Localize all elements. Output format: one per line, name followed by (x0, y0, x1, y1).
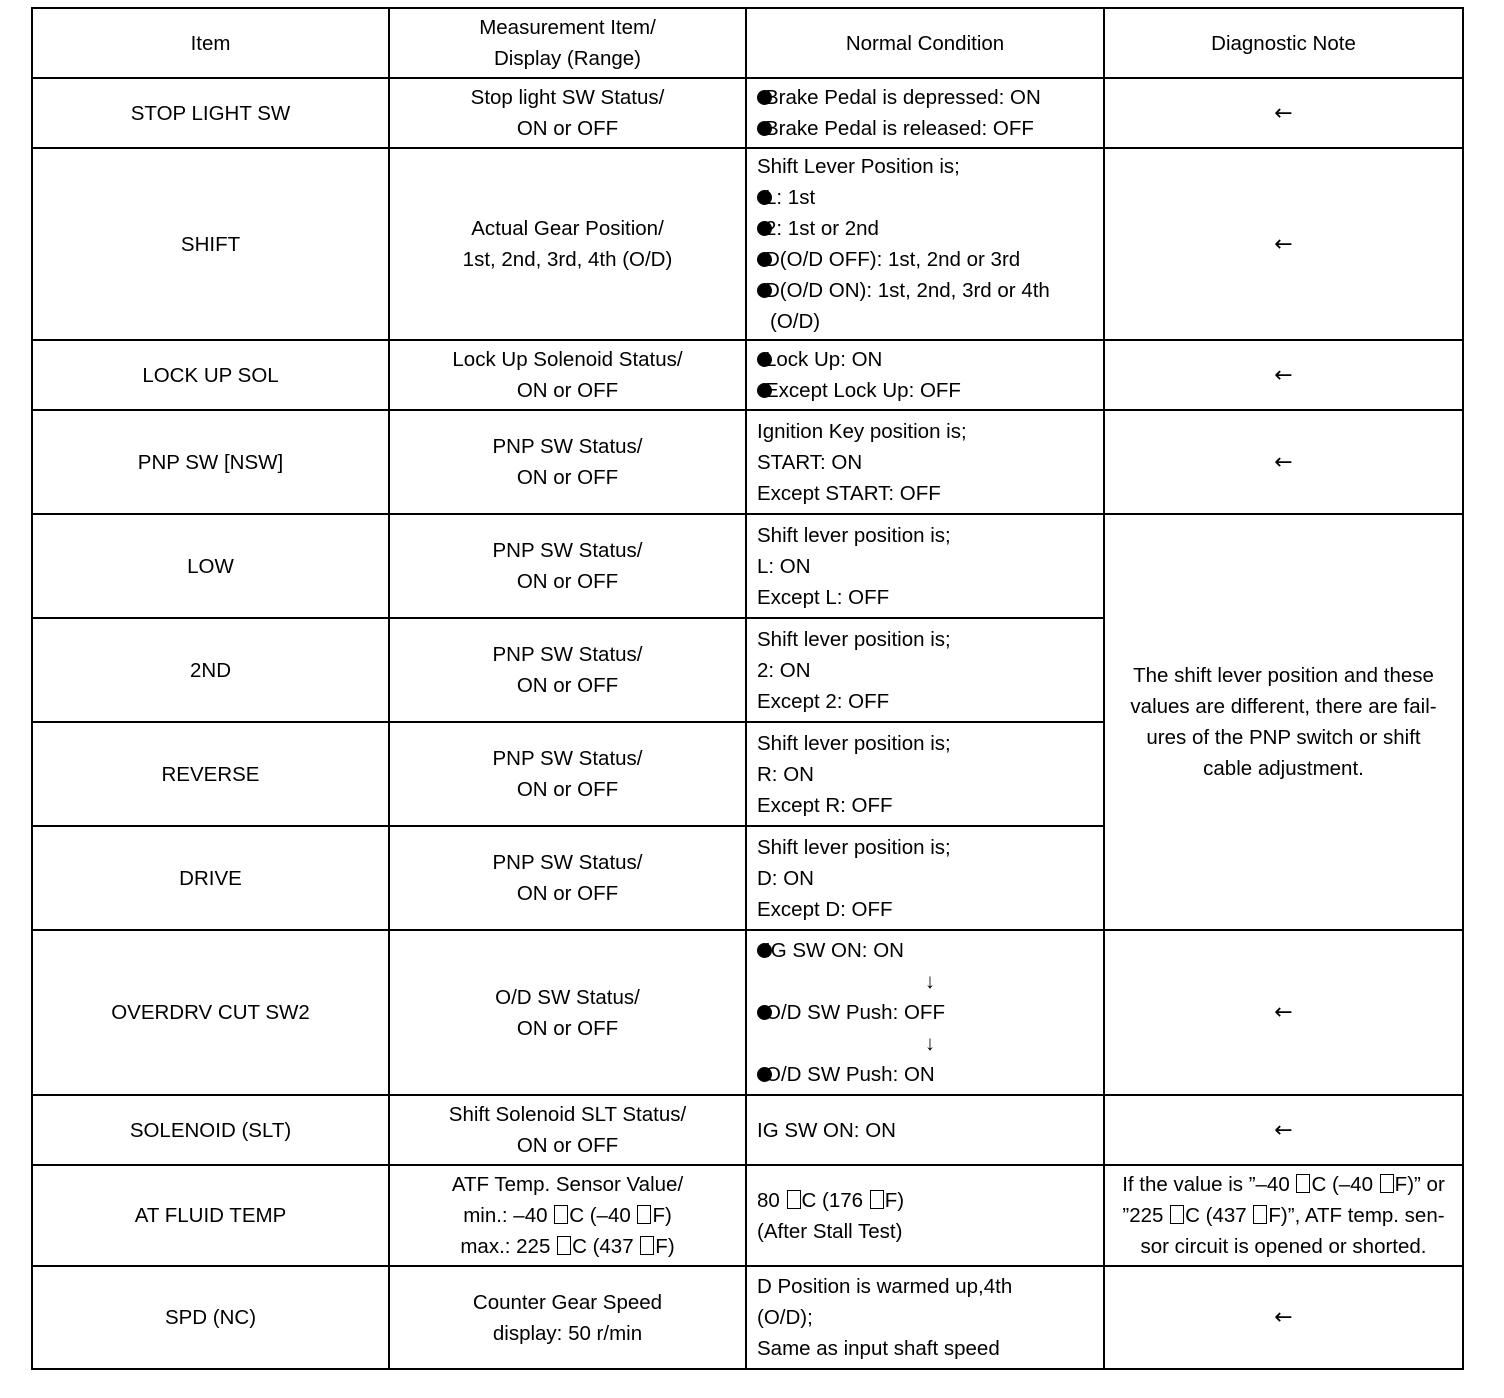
header-normal-condition: Normal Condition (746, 8, 1104, 78)
measurement-cell: Stop light SW Status/ ON or OFF (389, 78, 746, 148)
left-arrow-icon: ← (1104, 1095, 1463, 1165)
measurement-cell: Actual Gear Position/ 1st, 2nd, 3rd, 4th (O/D) (389, 148, 746, 340)
down-arrow-icon: ↓ (924, 970, 936, 993)
table-row (32, 340, 1463, 410)
table-row (32, 1165, 1463, 1266)
table-row (32, 1266, 1463, 1369)
normal-condition-cell: 80 C (176 F) (After Stall Test) (746, 1165, 1104, 1266)
item-cell: SOLENOID (SLT) (32, 1095, 389, 1165)
degree-symbol-icon (1296, 1174, 1310, 1193)
normal-condition-cell: IG SW ON: ON (746, 1095, 1104, 1165)
normal-condition-cell: Shift Lever Position is; L: 1st 2: 1st or 2nd D(O/D OFF): 1st, 2nd or 3rd D(O/D ON): 1st, 2nd, 3rd or 4th (O/D) (746, 148, 1104, 340)
normal-condition-cell: Shift lever position is; D: ON Except D: OFF (746, 826, 1104, 930)
table-row (32, 1095, 1463, 1165)
measurement-cell: PNP SW Status/ ON or OFF (389, 722, 746, 826)
header-diagnostic-note: Diagnostic Note (1104, 8, 1463, 78)
normal-condition-cell: Ignition Key position is; START: ON Except START: OFF (746, 410, 1104, 514)
degree-symbol-icon (1253, 1205, 1267, 1224)
degree-symbol-icon (870, 1190, 884, 1209)
item-cell: LOW (32, 514, 389, 618)
down-arrow-icon: ↓ (924, 1032, 936, 1055)
table-row (32, 148, 1463, 340)
degree-symbol-icon (554, 1205, 568, 1224)
diagnostic-note-cell: If the value is ”–40 C (–40 F)” or ”225 C (437 F)”, ATF temp. sen- sor circuit is opened or shorted. (1104, 1165, 1463, 1266)
measurement-cell: PNP SW Status/ ON or OFF (389, 514, 746, 618)
degree-symbol-icon (1380, 1174, 1394, 1193)
item-cell: AT FLUID TEMP (32, 1165, 389, 1266)
item-cell: SPD (NC) (32, 1266, 389, 1369)
item-cell: 2ND (32, 618, 389, 722)
measurement-cell: Lock Up Solenoid Status/ ON or OFF (389, 340, 746, 410)
degree-symbol-icon (640, 1236, 654, 1255)
measurement-cell: PNP SW Status/ ON or OFF (389, 618, 746, 722)
left-arrow-icon: ← (1104, 930, 1463, 1095)
header-row (32, 8, 1463, 78)
header-item: Item (32, 8, 389, 78)
shared-diagnostic-note: The shift lever position and these values are different, there are fail- ures of the PNP switch or shift cable adjustment. (1104, 514, 1463, 930)
normal-condition-cell: Brake Pedal is depressed: ON Brake Pedal is released: OFF (746, 78, 1104, 148)
normal-condition-cell: D Position is warmed up,4th (O/D); Same as input shaft speed (746, 1266, 1104, 1369)
item-cell: DRIVE (32, 826, 389, 930)
measurement-cell: O/D SW Status/ ON or OFF (389, 930, 746, 1095)
measurement-cell: PNP SW Status/ ON or OFF (389, 826, 746, 930)
header-measurement: Measurement Item/ Display (Range) (389, 8, 746, 78)
left-arrow-icon: ← (1104, 1266, 1463, 1369)
normal-condition-cell: Shift lever position is; L: ON Except L: OFF (746, 514, 1104, 618)
normal-condition-cell: Lock Up: ON Except Lock Up: OFF (746, 340, 1104, 410)
left-arrow-icon: ← (1104, 78, 1463, 148)
table-row (32, 410, 1463, 514)
measurement-cell: PNP SW Status/ ON or OFF (389, 410, 746, 514)
measurement-cell: Counter Gear Speed display: 50 r/min (389, 1266, 746, 1369)
table-row (32, 514, 1463, 618)
left-arrow-icon: ← (1104, 410, 1463, 514)
normal-condition-cell: Shift lever position is; R: ON Except R: OFF (746, 722, 1104, 826)
item-cell: STOP LIGHT SW (32, 78, 389, 148)
item-cell: OVERDRV CUT SW2 (32, 930, 389, 1095)
data-monitor-table (31, 7, 1464, 1370)
table-row (32, 930, 1463, 1095)
degree-symbol-icon (787, 1190, 801, 1209)
normal-condition-cell: Shift lever position is; 2: ON Except 2: OFF (746, 618, 1104, 722)
measurement-cell: ATF Temp. Sensor Value/ min.: –40 C (–40 F) max.: 225 C (437 F) (389, 1165, 746, 1266)
degree-symbol-icon (1170, 1205, 1184, 1224)
degree-symbol-icon (557, 1236, 571, 1255)
item-cell: REVERSE (32, 722, 389, 826)
normal-condition-cell: IG SW ON: ON ↓ O/D SW Push: OFF ↓ O/D SW Push: ON (746, 930, 1104, 1095)
item-cell: LOCK UP SOL (32, 340, 389, 410)
left-arrow-icon: ← (1104, 340, 1463, 410)
measurement-cell: Shift Solenoid SLT Status/ ON or OFF (389, 1095, 746, 1165)
left-arrow-icon: ← (1104, 148, 1463, 340)
table-row (32, 78, 1463, 148)
item-cell: PNP SW [NSW] (32, 410, 389, 514)
degree-symbol-icon (637, 1205, 651, 1224)
item-cell: SHIFT (32, 148, 389, 340)
